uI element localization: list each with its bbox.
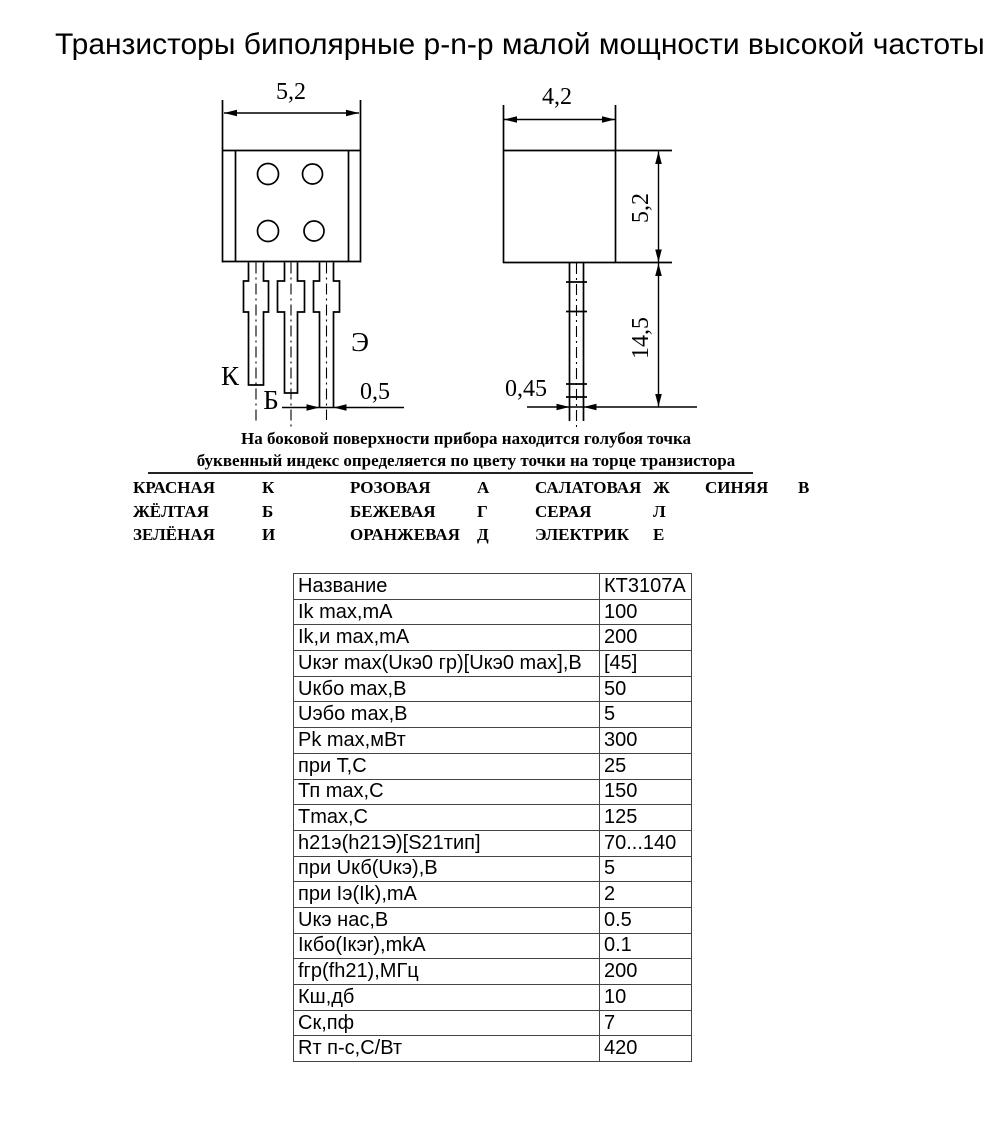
front-lead-width-dim-label: 0,5 — [360, 379, 390, 405]
front-body-holes — [258, 164, 325, 242]
parameter-row — [294, 574, 692, 600]
parameter-value: 25 — [600, 753, 692, 779]
front-view-drawing — [221, 79, 404, 427]
lead-label-collector: К — [220, 361, 240, 391]
side-width-dim-label: 4,2 — [542, 84, 572, 110]
parameter-label: fгр(fh21),МГц — [294, 959, 600, 985]
front-body-outline — [222, 100, 361, 263]
parameter-row — [294, 805, 692, 831]
parameter-value: 10 — [600, 985, 692, 1011]
color-name: КРАСНАЯ — [133, 478, 216, 497]
color-name: САЛАТОВАЯ — [535, 478, 642, 497]
front-lead-width-dimension — [282, 379, 404, 411]
color-name — [705, 525, 798, 549]
front-lead-base — [278, 263, 305, 428]
parameter-value: КТ3107А — [600, 574, 692, 600]
parameter-label: Uкэr max(Uкэ0 гр)[Uкэ0 max],В — [294, 651, 600, 677]
color-name: ЭЛЕКТРИК — [535, 525, 630, 544]
marking-note — [150, 428, 782, 472]
side-height-dimensions — [628, 152, 662, 407]
parameter-value: 50 — [600, 676, 692, 702]
parameter-label: h21э(h21Э)[S21тип] — [294, 830, 600, 856]
parameter-label: Pk max,мВт — [294, 728, 600, 754]
side-lead-thickness-dimension — [505, 376, 697, 410]
parameter-label: Uкбо max,В — [294, 676, 600, 702]
color-name: СИНЯЯ — [705, 478, 769, 497]
color-index-letter: Ж — [653, 478, 670, 497]
parameter-value: 0.5 — [600, 907, 692, 933]
color-index-letter: Д — [477, 525, 489, 544]
parameter-value: 200 — [600, 959, 692, 985]
lead-label-base: Б — [263, 385, 279, 415]
side-lead — [566, 263, 587, 431]
parameter-value: 7 — [600, 1010, 692, 1036]
parameter-label: при Т,С — [294, 753, 600, 779]
side-body-height-dim-label: 5,2 — [628, 193, 654, 223]
parameter-value: 5 — [600, 702, 692, 728]
color-index-letter — [798, 502, 838, 526]
front-width-dimension — [224, 79, 359, 116]
marking-note-line1: На боковой поверхности прибора находится голубоя точка — [240, 429, 692, 448]
parameter-value: 0.1 — [600, 933, 692, 959]
side-lead-thickness-dim-label: 0,45 — [505, 376, 547, 402]
package-drawing — [150, 78, 760, 435]
parameters-table — [293, 573, 692, 1062]
parameter-value: 125 — [600, 805, 692, 831]
parameter-label: при Uкб(Uкэ),В — [294, 856, 600, 882]
horizontal-divider — [148, 472, 753, 474]
color-name — [705, 502, 798, 526]
parameter-label: Ik,и max,mA — [294, 625, 600, 651]
color-index-letter: К — [262, 478, 275, 497]
parameters-table-body — [294, 574, 692, 1062]
parameter-row — [294, 599, 692, 625]
color-index-letter: Б — [262, 501, 274, 521]
color-name: ОРАНЖЕВАЯ — [350, 525, 460, 544]
color-name: БЕЖЕВАЯ — [350, 501, 436, 521]
parameter-label: Название — [294, 574, 600, 600]
parameter-row — [294, 1036, 692, 1062]
color-index-letter: В — [798, 478, 810, 497]
color-index-letter: Е — [653, 525, 665, 544]
parameter-row — [294, 907, 692, 933]
parameter-row — [294, 702, 692, 728]
marking-note-line2: буквенный индекс определяется по цвету точки на торце транзистора — [196, 451, 736, 470]
parameter-label: при Iэ(Ik),mA — [294, 882, 600, 908]
parameter-value: 5 — [600, 856, 692, 882]
parameter-value: 100 — [600, 599, 692, 625]
front-width-dim-label: 5,2 — [276, 79, 306, 105]
parameter-label: Iкбо(Iкэr),mkA — [294, 933, 600, 959]
parameter-value: [45] — [600, 651, 692, 677]
color-name: РОЗОВАЯ — [350, 478, 431, 497]
parameter-row — [294, 625, 692, 651]
side-body-outline — [503, 105, 672, 263]
parameter-value: 420 — [600, 1036, 692, 1062]
lead-label-emitter: Э — [351, 327, 369, 357]
parameter-row — [294, 651, 692, 677]
parameter-row — [294, 728, 692, 754]
color-index-letter: Л — [653, 501, 666, 521]
color-index-letter: И — [262, 525, 276, 544]
parameter-row — [294, 753, 692, 779]
parameter-value: 70...140 — [600, 830, 692, 856]
parameter-label: Кш,дб — [294, 985, 600, 1011]
parameter-row — [294, 933, 692, 959]
parameter-row — [294, 882, 692, 908]
parameter-value: 200 — [600, 625, 692, 651]
color-index-letter: А — [477, 478, 490, 497]
color-index-letter — [798, 525, 838, 549]
parameter-label: Тп max,С — [294, 779, 600, 805]
parameter-label: Uэбо max,В — [294, 702, 600, 728]
parameter-row — [294, 856, 692, 882]
parameter-row — [294, 1010, 692, 1036]
parameter-value: 300 — [600, 728, 692, 754]
page-title: Транзисторы биполярные p-n-p малой мощности высокой частоты — [55, 28, 985, 61]
color-name: ЖЁЛТАЯ — [133, 501, 209, 521]
parameter-row — [294, 676, 692, 702]
parameter-value: 150 — [600, 779, 692, 805]
parameter-label: Rт п-с,С/Вт — [294, 1036, 600, 1062]
color-code-table — [133, 478, 838, 549]
parameter-row — [294, 985, 692, 1011]
parameter-label: Ik max,mA — [294, 599, 600, 625]
color-name: ЗЕЛЁНАЯ — [133, 525, 215, 544]
parameter-label: Tmax,C — [294, 805, 600, 831]
parameter-row — [294, 830, 692, 856]
front-lead-emitter — [314, 263, 340, 421]
side-lead-length-dim-label: 14,5 — [628, 317, 654, 359]
parameter-row — [294, 959, 692, 985]
parameter-label: Uкэ нас,В — [294, 907, 600, 933]
color-name: СЕРАЯ — [535, 501, 592, 521]
side-width-dimension — [504, 84, 615, 123]
parameter-row — [294, 779, 692, 805]
color-index-letter: Г — [477, 501, 488, 521]
parameter-label: Ск,пф — [294, 1010, 600, 1036]
parameter-value: 2 — [600, 882, 692, 908]
side-view-drawing — [503, 84, 697, 431]
